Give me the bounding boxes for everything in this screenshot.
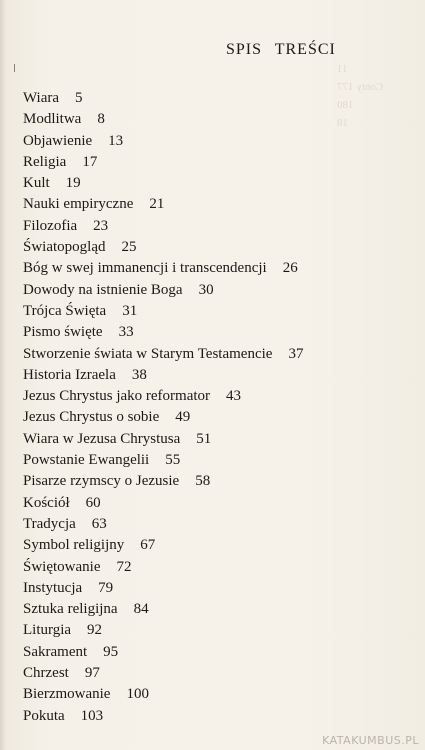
toc-entry-title: Liturgia: [23, 622, 72, 639]
toc-entry-title: Chrzest: [23, 665, 69, 682]
bleed-line: 11: [337, 63, 348, 75]
toc-entry-page: 30: [198, 281, 214, 298]
toc-entry-title: Jezus Chrystus jako reformator: [23, 388, 211, 405]
toc-entry-title: Powstanie Ewangelii: [23, 452, 150, 469]
toc-entry: [23, 322, 303, 343]
toc-entry-page: 67: [140, 537, 156, 554]
table-of-contents: [23, 88, 303, 727]
toc-entry-title: Wiara w Jezusa Chrystusa: [23, 430, 181, 447]
toc-entry-title: Wiara: [23, 90, 60, 106]
page-edge-shadow: [0, 0, 6, 750]
toc-entry: [23, 493, 303, 514]
bleed-through-text: [337, 60, 407, 140]
print-mark: [14, 64, 15, 72]
toc-entry: [23, 216, 303, 237]
toc-entry: [23, 557, 303, 578]
toc-entry-page: 92: [87, 622, 103, 639]
toc-entry-title: Instytucja: [23, 579, 83, 596]
toc-entry: [23, 173, 303, 194]
toc-entry-page: 31: [122, 302, 138, 319]
toc-entry: [23, 535, 303, 556]
toc-entry: [23, 407, 303, 428]
toc-entry-page: 72: [116, 558, 132, 575]
toc-entry: [23, 131, 303, 152]
toc-entry: [23, 109, 303, 130]
toc-entry: [23, 620, 303, 641]
toc-entry: [23, 301, 303, 322]
toc-entry-page: 49: [175, 409, 191, 426]
toc-entry-title: Filozofia: [23, 217, 78, 234]
toc-entry: [23, 578, 303, 599]
toc-entry-page: 51: [196, 430, 212, 447]
toc-entry: [23, 365, 303, 386]
toc-entry-page: 5: [75, 90, 83, 106]
toc-entry: [23, 642, 303, 663]
toc-entry-page: 97: [84, 665, 100, 682]
toc-entry: [23, 684, 303, 705]
toc-entry-page: 79: [98, 579, 114, 596]
toc-entry-title: Pisarze rzymscy o Jezusie: [23, 473, 180, 490]
toc-entry-page: 23: [93, 217, 109, 234]
bleed-line: 180: [337, 99, 354, 111]
watermark: KATAKUMBUS.PL: [322, 734, 419, 747]
toc-entry-title: Kościół: [23, 494, 70, 511]
toc-entry-page: 84: [133, 601, 149, 618]
toc-entry-title: Bierzmowanie: [23, 686, 111, 703]
toc-entry-title: Modlitwa: [23, 111, 82, 128]
toc-entry-page: 25: [121, 239, 137, 256]
toc-entry-page: 19: [65, 175, 81, 192]
toc-entry-title: Symbol religijny: [23, 537, 125, 554]
toc-entry: [23, 88, 303, 109]
page-title: SPIS TREŚCI: [226, 41, 336, 58]
toc-entry-title: Stworzenie świata w Starym Testamencie: [23, 345, 273, 362]
toc-entry-title: Sztuka religijna: [23, 601, 118, 618]
toc-entry-title: Nauki empiryczne: [23, 196, 134, 213]
toc-entry-page: 58: [195, 473, 211, 490]
toc-entry-title: Religia: [23, 153, 67, 170]
toc-entry-title: Tradycja: [23, 515, 76, 532]
toc-entry: [23, 599, 303, 620]
bleed-line: Conty 177: [337, 81, 384, 93]
toc-entry: [23, 450, 303, 471]
toc-entry-page: 103: [80, 707, 104, 724]
toc-entry-page: 8: [97, 111, 105, 128]
toc-entry-title: Dowody na istnienie Boga: [23, 281, 183, 298]
toc-entry-title: Pismo święte: [23, 324, 103, 341]
toc-entry-page: 37: [288, 345, 304, 362]
toc-entry-page: 63: [91, 515, 107, 532]
toc-entry: [23, 258, 303, 279]
bleed-line: 18: [337, 117, 348, 129]
toc-entry: [23, 237, 303, 258]
toc-entry-page: 43: [226, 388, 242, 405]
toc-entry-title: Kult: [23, 175, 50, 192]
toc-entry-page: 13: [108, 132, 124, 149]
toc-entry-page: 21: [149, 196, 165, 213]
toc-entry-page: 100: [126, 686, 149, 703]
toc-entry: [23, 706, 303, 727]
toc-entry-page: 60: [85, 494, 101, 511]
toc-entry-title: Jezus Chrystus o sobie: [23, 409, 160, 426]
toc-entry: [23, 514, 303, 535]
toc-entry: [23, 280, 303, 301]
toc-entry-page: 38: [131, 366, 147, 383]
toc-entry: [23, 663, 303, 684]
toc-entry-title: Pokuta: [23, 707, 65, 724]
toc-entry-title: Świętowanie: [23, 558, 101, 575]
toc-entry-title: Objawienie: [23, 132, 93, 149]
toc-entry-page: 26: [282, 260, 298, 277]
toc-entry-title: Światopogląd: [23, 239, 106, 256]
toc-entry-title: Historia Izraela: [23, 366, 116, 383]
toc-entry-title: Bóg w swej immanencji i transcendencji: [23, 260, 267, 277]
toc-entry-page: 55: [165, 452, 181, 469]
toc-entry-page: 95: [103, 643, 119, 660]
toc-entry-page: 17: [82, 153, 98, 170]
toc-entry: [23, 386, 303, 407]
toc-entry: [23, 429, 303, 450]
toc-entry: [23, 471, 303, 492]
toc-entry: [23, 344, 303, 365]
toc-entry-title: Sakrament: [23, 643, 88, 660]
toc-entry-page: 33: [118, 324, 134, 341]
toc-entry: [23, 152, 303, 173]
toc-entry-title: Trójca Święta: [23, 302, 107, 319]
toc-entry: [23, 194, 303, 215]
